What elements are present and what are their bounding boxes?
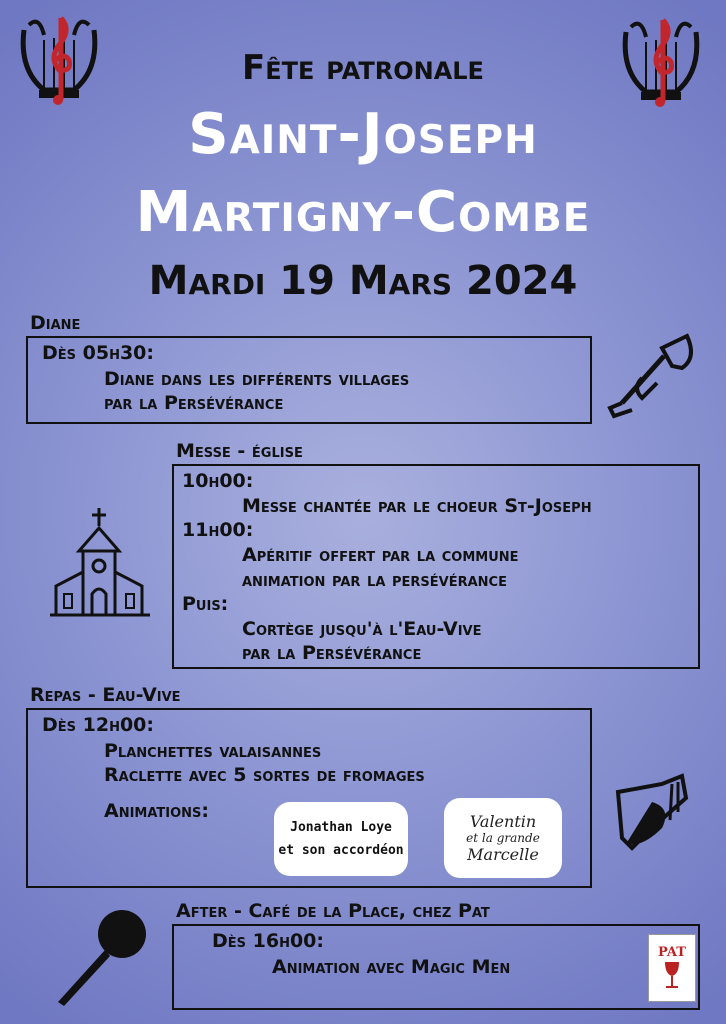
microphone-icon — [50, 906, 150, 1010]
cheese-raclette-icon — [612, 768, 692, 856]
trumpet-icon — [602, 328, 702, 423]
badge-jonathan-line-1: Jonathan Loye — [290, 820, 392, 835]
wine-glass-icon — [649, 960, 695, 990]
section-title-diane: Diane — [30, 312, 81, 334]
section-title-after: After - Café de la Place, chez Pat — [176, 900, 490, 922]
after-time: Dès 16h00: — [212, 930, 324, 952]
diane-time: Dès 05h30: — [42, 342, 154, 364]
cafe-pat-logo — [648, 934, 696, 1002]
diane-line-1: Diane dans les différents villages — [104, 368, 410, 390]
messe-line-2: Apéritif offert par la commune — [242, 544, 519, 566]
event-date: Mardi 19 Mars 2024 — [148, 258, 578, 304]
repas-animations-label: Animations: — [104, 800, 210, 822]
badge-valentin-line-2: et la grande — [466, 831, 540, 845]
repas-time: Dès 12h00: — [42, 714, 154, 736]
badge-jonathan-line-2: et son accordéon — [278, 843, 404, 858]
after-line-1: Animation avec Magic Men — [272, 956, 511, 978]
messe-line-3: animation par la persévérance — [242, 569, 507, 591]
badge-valentin-line-1: Valentin — [469, 812, 537, 831]
event-location: Martigny-Combe — [135, 180, 591, 245]
section-title-messe: Messe - église — [176, 440, 303, 462]
event-subtitle: Fête patronale — [242, 48, 484, 88]
messe-line-5: par la Persévérance — [242, 642, 422, 664]
messe-time-2: 11h00: — [182, 519, 254, 541]
cafe-pat-logo-text: PAT — [658, 945, 686, 960]
diane-line-2: par la Persévérance — [104, 392, 284, 414]
badge-valentin-line-3: Marcelle — [467, 845, 539, 864]
section-title-repas: Repas - Eau-Vive — [30, 684, 181, 706]
messe-line-4: Cortège jusqu'à l'Eau-Vive — [242, 618, 482, 640]
church-icon — [46, 506, 156, 618]
event-title: Saint-Joseph — [188, 102, 538, 167]
badge-jonathan-loye — [274, 802, 408, 876]
badge-valentin — [444, 798, 562, 878]
repas-line-2: Raclette avec 5 sortes de fromages — [104, 764, 425, 786]
messe-line-1: Messe chantée par le choeur St-Joseph — [242, 495, 592, 517]
repas-line-1: Planchettes valaisannes — [104, 740, 322, 762]
messe-time-3: Puis: — [182, 593, 229, 615]
messe-time-1: 10h00: — [182, 470, 254, 492]
